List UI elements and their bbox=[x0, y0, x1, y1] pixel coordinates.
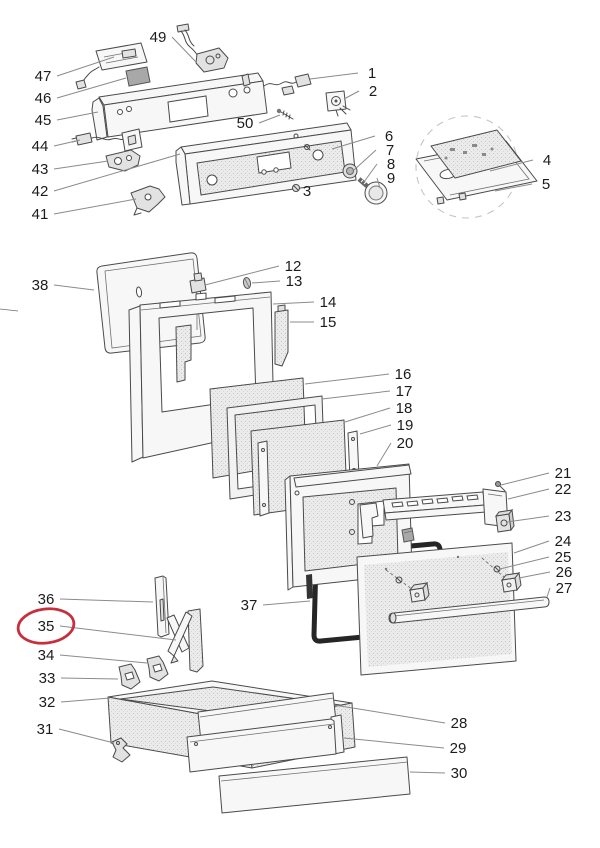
clip-34 bbox=[147, 656, 168, 681]
grip-strip bbox=[275, 305, 288, 366]
leader-line-21 bbox=[501, 473, 549, 485]
callout-22[interactable]: 22 bbox=[554, 481, 572, 498]
callout-36[interactable]: 36 bbox=[37, 591, 55, 608]
grommet-13 bbox=[243, 277, 252, 289]
leader-line-26 bbox=[519, 572, 550, 578]
leader-line-1 bbox=[310, 73, 358, 79]
callout-47[interactable]: 47 bbox=[34, 68, 52, 85]
callout-29[interactable]: 29 bbox=[449, 740, 467, 757]
leader-line-45 bbox=[57, 112, 98, 120]
callout-50[interactable]: 50 bbox=[236, 115, 254, 132]
screw-50 bbox=[277, 109, 293, 119]
leader-line-37 bbox=[263, 601, 310, 605]
callout-45[interactable]: 45 bbox=[34, 112, 52, 129]
outer-door-panel bbox=[357, 543, 549, 675]
wiring-harness bbox=[264, 74, 311, 95]
callout-43[interactable]: 43 bbox=[31, 161, 49, 178]
switch bbox=[326, 91, 350, 116]
callout-18[interactable]: 18 bbox=[395, 400, 413, 417]
callout-41[interactable]: 41 bbox=[31, 206, 49, 223]
callout-23[interactable]: 23 bbox=[554, 508, 572, 525]
callout-37[interactable]: 37 bbox=[240, 597, 258, 614]
callout-25[interactable]: 25 bbox=[554, 549, 572, 566]
leader-line-7 bbox=[354, 150, 376, 170]
callout-16[interactable]: 16 bbox=[394, 366, 412, 383]
callout-12[interactable]: 12 bbox=[284, 258, 302, 275]
callout-35[interactable]: 35 bbox=[37, 618, 55, 635]
leader-line-18 bbox=[345, 408, 390, 422]
leader-line-50 bbox=[259, 115, 280, 123]
callout-17[interactable]: 17 bbox=[395, 383, 413, 400]
leader-line-2 bbox=[344, 91, 359, 99]
leader-line-16 bbox=[305, 374, 389, 384]
callout-24[interactable]: 24 bbox=[554, 533, 572, 550]
callout-8[interactable]: 8 bbox=[386, 156, 396, 173]
callout-5[interactable]: 5 bbox=[541, 176, 551, 193]
clip-33 bbox=[119, 664, 140, 689]
screw-21 bbox=[496, 482, 506, 492]
callout-46[interactable]: 46 bbox=[34, 90, 52, 107]
callout-6[interactable]: 6 bbox=[384, 128, 394, 145]
small-plate bbox=[126, 67, 150, 86]
callout-3[interactable]: 3 bbox=[302, 183, 312, 200]
leader-line-41 bbox=[54, 199, 136, 214]
callout-49[interactable]: 49 bbox=[149, 29, 167, 46]
callout-32[interactable]: 32 bbox=[38, 694, 56, 711]
leader-line-33 bbox=[61, 678, 118, 679]
callout-38[interactable]: 38 bbox=[31, 277, 49, 294]
screw-3 bbox=[293, 185, 300, 192]
callout-27[interactable]: 27 bbox=[555, 580, 573, 597]
leader-line-13 bbox=[252, 281, 280, 283]
leader-line-8 bbox=[364, 164, 377, 182]
callout-34[interactable]: 34 bbox=[37, 647, 55, 664]
leader-line-34 bbox=[60, 655, 147, 663]
callout-26[interactable]: 26 bbox=[555, 564, 573, 581]
leader-line-31 bbox=[59, 729, 114, 743]
callout-44[interactable]: 44 bbox=[31, 138, 49, 155]
leader-line-38 bbox=[54, 285, 94, 290]
callout-2[interactable]: 2 bbox=[368, 83, 378, 100]
rail-36 bbox=[155, 576, 169, 637]
callout-1[interactable]: 1 bbox=[367, 65, 377, 82]
leader-line-24 bbox=[514, 541, 549, 553]
callout-21[interactable]: 21 bbox=[554, 465, 572, 482]
leader-line-17 bbox=[322, 391, 390, 399]
callout-20[interactable]: 20 bbox=[396, 435, 414, 452]
callout-15[interactable]: 15 bbox=[319, 314, 337, 331]
leader-line-14 bbox=[273, 302, 314, 304]
leader-line-20 bbox=[377, 443, 391, 466]
callout-13[interactable]: 13 bbox=[285, 273, 303, 290]
bracket-41 bbox=[131, 186, 165, 215]
stray-rod bbox=[0, 309, 18, 311]
fascia-panel bbox=[176, 123, 356, 205]
callout-31[interactable]: 31 bbox=[36, 721, 54, 738]
leader-line-30 bbox=[410, 772, 445, 773]
leader-line-29 bbox=[344, 738, 444, 748]
callout-42[interactable]: 42 bbox=[31, 183, 49, 200]
leader-line-27 bbox=[547, 588, 550, 597]
leader-line-32 bbox=[61, 698, 110, 702]
leader-line-19 bbox=[360, 425, 391, 434]
callout-33[interactable]: 33 bbox=[38, 670, 56, 687]
lamp-holder bbox=[106, 150, 140, 171]
callout-9[interactable]: 9 bbox=[386, 170, 396, 187]
leader-line-44 bbox=[54, 140, 80, 146]
bracket-set-35 bbox=[167, 609, 203, 672]
callout-30[interactable]: 30 bbox=[450, 765, 468, 782]
door-assembly bbox=[0, 253, 549, 675]
callout-4[interactable]: 4 bbox=[542, 152, 552, 169]
callout-19[interactable]: 19 bbox=[396, 417, 414, 434]
leader-line-43 bbox=[54, 161, 108, 169]
leader-line-22 bbox=[508, 489, 549, 499]
leader-line-36 bbox=[60, 599, 153, 602]
callout-28[interactable]: 28 bbox=[450, 715, 468, 732]
callout-7[interactable]: 7 bbox=[385, 142, 395, 159]
knob-stack bbox=[343, 164, 387, 204]
motor-with-cable bbox=[177, 24, 228, 72]
callout-14[interactable]: 14 bbox=[319, 294, 337, 311]
